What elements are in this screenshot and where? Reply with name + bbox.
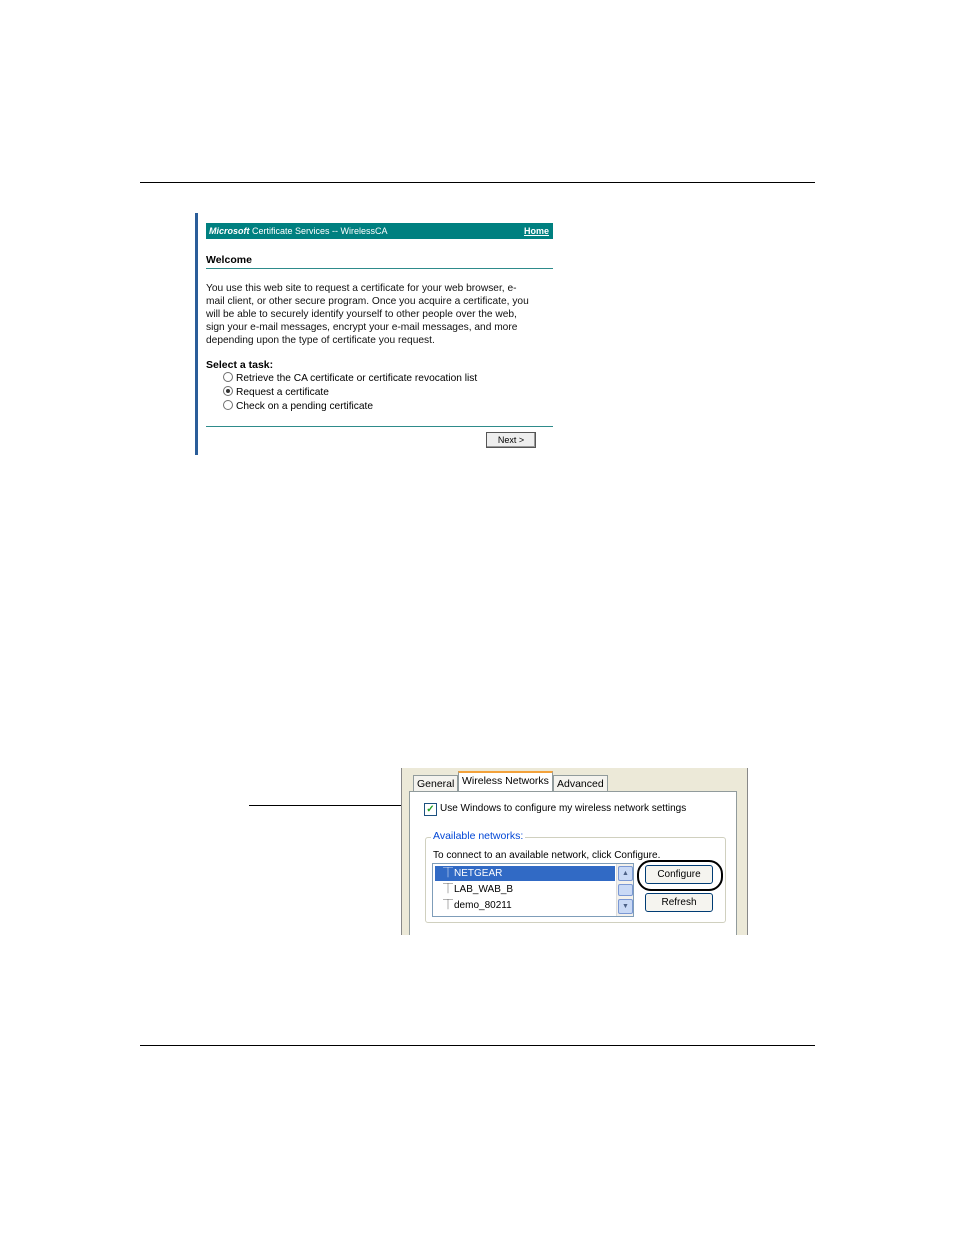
network-name: LAB_WAB_B bbox=[454, 884, 514, 895]
network-name: demo_80211 bbox=[454, 900, 512, 911]
certificate-services-screenshot bbox=[195, 213, 557, 455]
network-list[interactable] bbox=[432, 863, 634, 917]
intro-line: You use this web site to request a certificate for your web browser, e- bbox=[206, 283, 517, 294]
configure-hint: To connect to an available network, click Configure. bbox=[433, 850, 661, 861]
next-button[interactable]: Next > bbox=[486, 432, 536, 448]
tab-wireless-networks[interactable]: Wireless Networks bbox=[458, 771, 553, 792]
cert-header-bar bbox=[206, 223, 553, 239]
option-check-pending[interactable] bbox=[223, 400, 373, 413]
bottom-rule bbox=[140, 1045, 815, 1046]
radio-button[interactable] bbox=[223, 400, 233, 410]
antenna-icon: ⏉ bbox=[443, 900, 453, 911]
use-windows-checkbox[interactable] bbox=[424, 803, 437, 816]
welcome-divider bbox=[206, 268, 553, 269]
option-retrieve-ca[interactable] bbox=[223, 372, 477, 385]
tab-general[interactable]: General bbox=[413, 775, 458, 792]
antenna-icon: ⏉ bbox=[443, 868, 453, 879]
available-networks-legend: Available networks: bbox=[433, 830, 524, 842]
antenna-icon: ⏉ bbox=[443, 884, 453, 895]
network-item-netgear[interactable] bbox=[435, 866, 615, 881]
frame-left-border bbox=[195, 213, 198, 455]
intro-line: sign your e-mail messages, encrypt your e-mail messages, and more bbox=[206, 322, 518, 333]
option-label: Request a certificate bbox=[236, 387, 329, 398]
option-label: Check on a pending certificate bbox=[236, 401, 374, 412]
scroll-up-icon[interactable]: ▲ bbox=[618, 866, 633, 881]
intro-line: mail client, or other secure program. Once you acquire a certificate, you bbox=[206, 296, 529, 307]
option-request-certificate[interactable] bbox=[223, 386, 329, 399]
tab-advanced[interactable]: Advanced bbox=[553, 775, 608, 792]
network-item-demo-80211[interactable] bbox=[435, 898, 615, 913]
option-label: Retrieve the CA certificate or certificate revocation list bbox=[236, 373, 478, 384]
scroll-down-icon[interactable]: ▼ bbox=[618, 899, 633, 914]
network-list-scrollbar[interactable] bbox=[616, 864, 633, 916]
brand-name: Microsoft bbox=[209, 226, 250, 236]
network-name: NETGEAR bbox=[454, 868, 503, 879]
use-windows-label: Use Windows to configure my wireless network settings bbox=[440, 803, 687, 814]
scrollbar-thumb[interactable] bbox=[618, 884, 633, 896]
wireless-networks-dialog bbox=[401, 768, 748, 935]
radio-button-selected[interactable] bbox=[223, 386, 233, 396]
callout-line bbox=[249, 805, 405, 806]
top-rule bbox=[140, 182, 815, 183]
intro-line: depending upon the type of certificate you request. bbox=[206, 335, 435, 346]
header-title: Certificate Services -- WirelessCA bbox=[252, 226, 388, 236]
configure-button[interactable]: Configure bbox=[645, 865, 713, 884]
home-link[interactable]: Home bbox=[523, 226, 549, 236]
intro-line: will be able to securely identify yourself to other people over the web, bbox=[206, 309, 517, 320]
intro-text bbox=[206, 282, 558, 347]
bottom-divider bbox=[206, 426, 553, 427]
select-task-heading: Select a task: bbox=[206, 359, 274, 371]
welcome-heading: Welcome bbox=[206, 254, 252, 266]
checkmark-icon: ✓ bbox=[426, 804, 435, 815]
refresh-button[interactable]: Refresh bbox=[645, 893, 713, 912]
network-item-lab-wab-b[interactable] bbox=[435, 882, 615, 897]
radio-button[interactable] bbox=[223, 372, 233, 382]
